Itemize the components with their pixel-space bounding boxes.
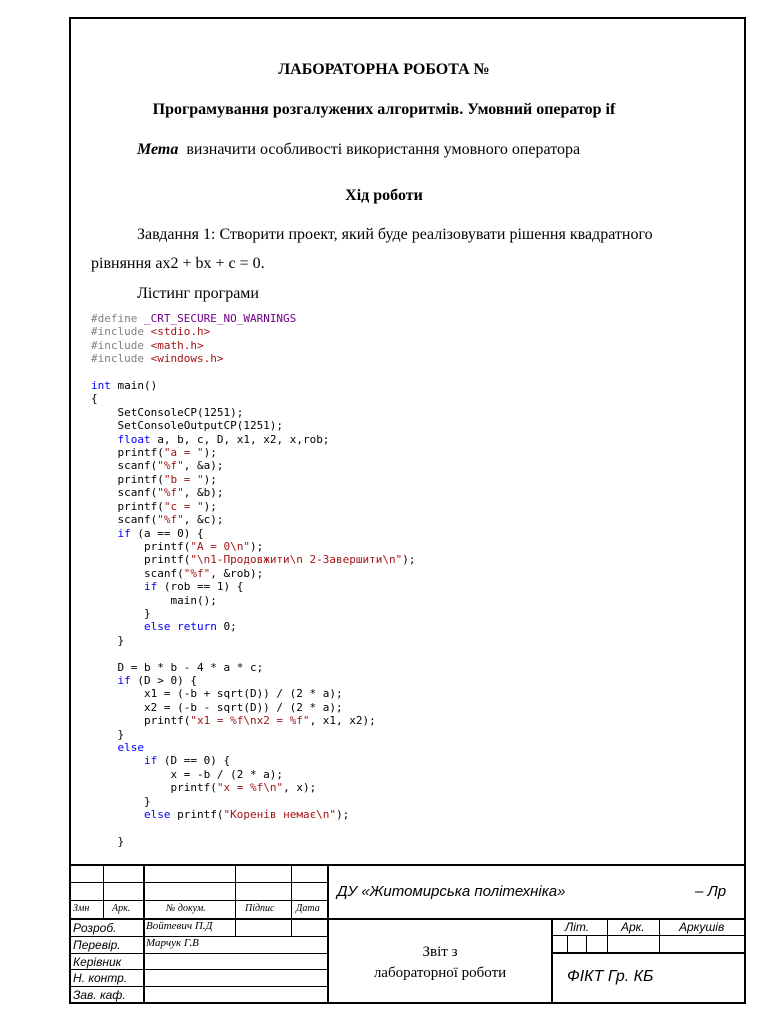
org-name: ДУ «Житомирська політехніка»: [337, 883, 566, 900]
ark-label: Арк.: [621, 920, 645, 934]
doc-code: – Лр: [695, 883, 727, 900]
goal-text: визначити особливості використання умовного оператора: [186, 141, 581, 158]
code-listing: #define _CRT_SECURE_NO_WARNINGS #include <stdio.h> #include <math.h> #include <windows.h> int main() { SetConsoleCP(1251); SetConsoleOutputCP(1251); float a, b, c, D, x1, x2, x,rob; printf("a = "); scanf("%f", &a); printf("b = "); scanf("%f", &b); printf("c = "); scanf("%f", &c); if (a == 0) { printf("A = 0\n"); printf("\n1-Продовжити\n 2-Завершити\n"); scanf("%f", &rob); if (rob == 1) { main(); } else return 0; } D = b * b - 4 * a * c; if (D > 0) { x1 = (-b + sqrt(D)) / (2 * a); x2 = (-b - sqrt(D)) / (2 * a); printf("x1 = %f\nx2 = %f", x1, x2); } else if (D == 0) { x = -b / (2 * a); printf("x = %f\n", x); } else printf("Коренів немає\n"); }: [91, 312, 416, 848]
task-line-1: Завдання 1: Створити проект, який буде реалізовувати рішення квадратного: [137, 226, 653, 243]
col-sign-label: Підпис: [245, 903, 275, 914]
listing-label: Лістинг програми: [137, 285, 259, 302]
group-label: ФІКТ Гр. КБ: [567, 968, 654, 985]
role-head: Керівник: [73, 955, 122, 969]
task-line-2: рівняння ax2 + bx + c = 0.: [91, 255, 265, 272]
lit-label: Літ.: [565, 920, 590, 934]
col-ark-label: Арк.: [112, 903, 131, 914]
col-doc-label: № докум.: [166, 903, 206, 914]
title-block: [69, 864, 746, 1004]
role-checked: Перевір.: [73, 938, 121, 952]
checker-name: Марчук Г.В: [146, 937, 199, 949]
report-line-2: лабораторної роботи: [373, 965, 507, 981]
col-zmn-label: Змн: [73, 903, 90, 914]
sheets-label: Аркушів: [679, 920, 725, 934]
role-headdept: Зав. каф.: [73, 988, 126, 1002]
role-developed: Розроб.: [73, 921, 117, 935]
report-title: [329, 942, 551, 984]
developer-name: Войтевич П.Д: [146, 920, 213, 932]
goal-label: Мета: [137, 141, 179, 158]
col-date-label: Дата: [296, 903, 320, 914]
report-line-1: Звіт з: [422, 944, 458, 960]
goal-line: [137, 141, 580, 159]
progress-title: Хід роботи: [345, 187, 423, 204]
role-ncontrol: Н. контр.: [73, 971, 128, 985]
topic-title: Програмування розгалужених алгоритмів. Умовний оператор if: [152, 101, 616, 118]
lab-title: ЛАБОРАТОРНА РОБОТА №: [278, 61, 490, 78]
